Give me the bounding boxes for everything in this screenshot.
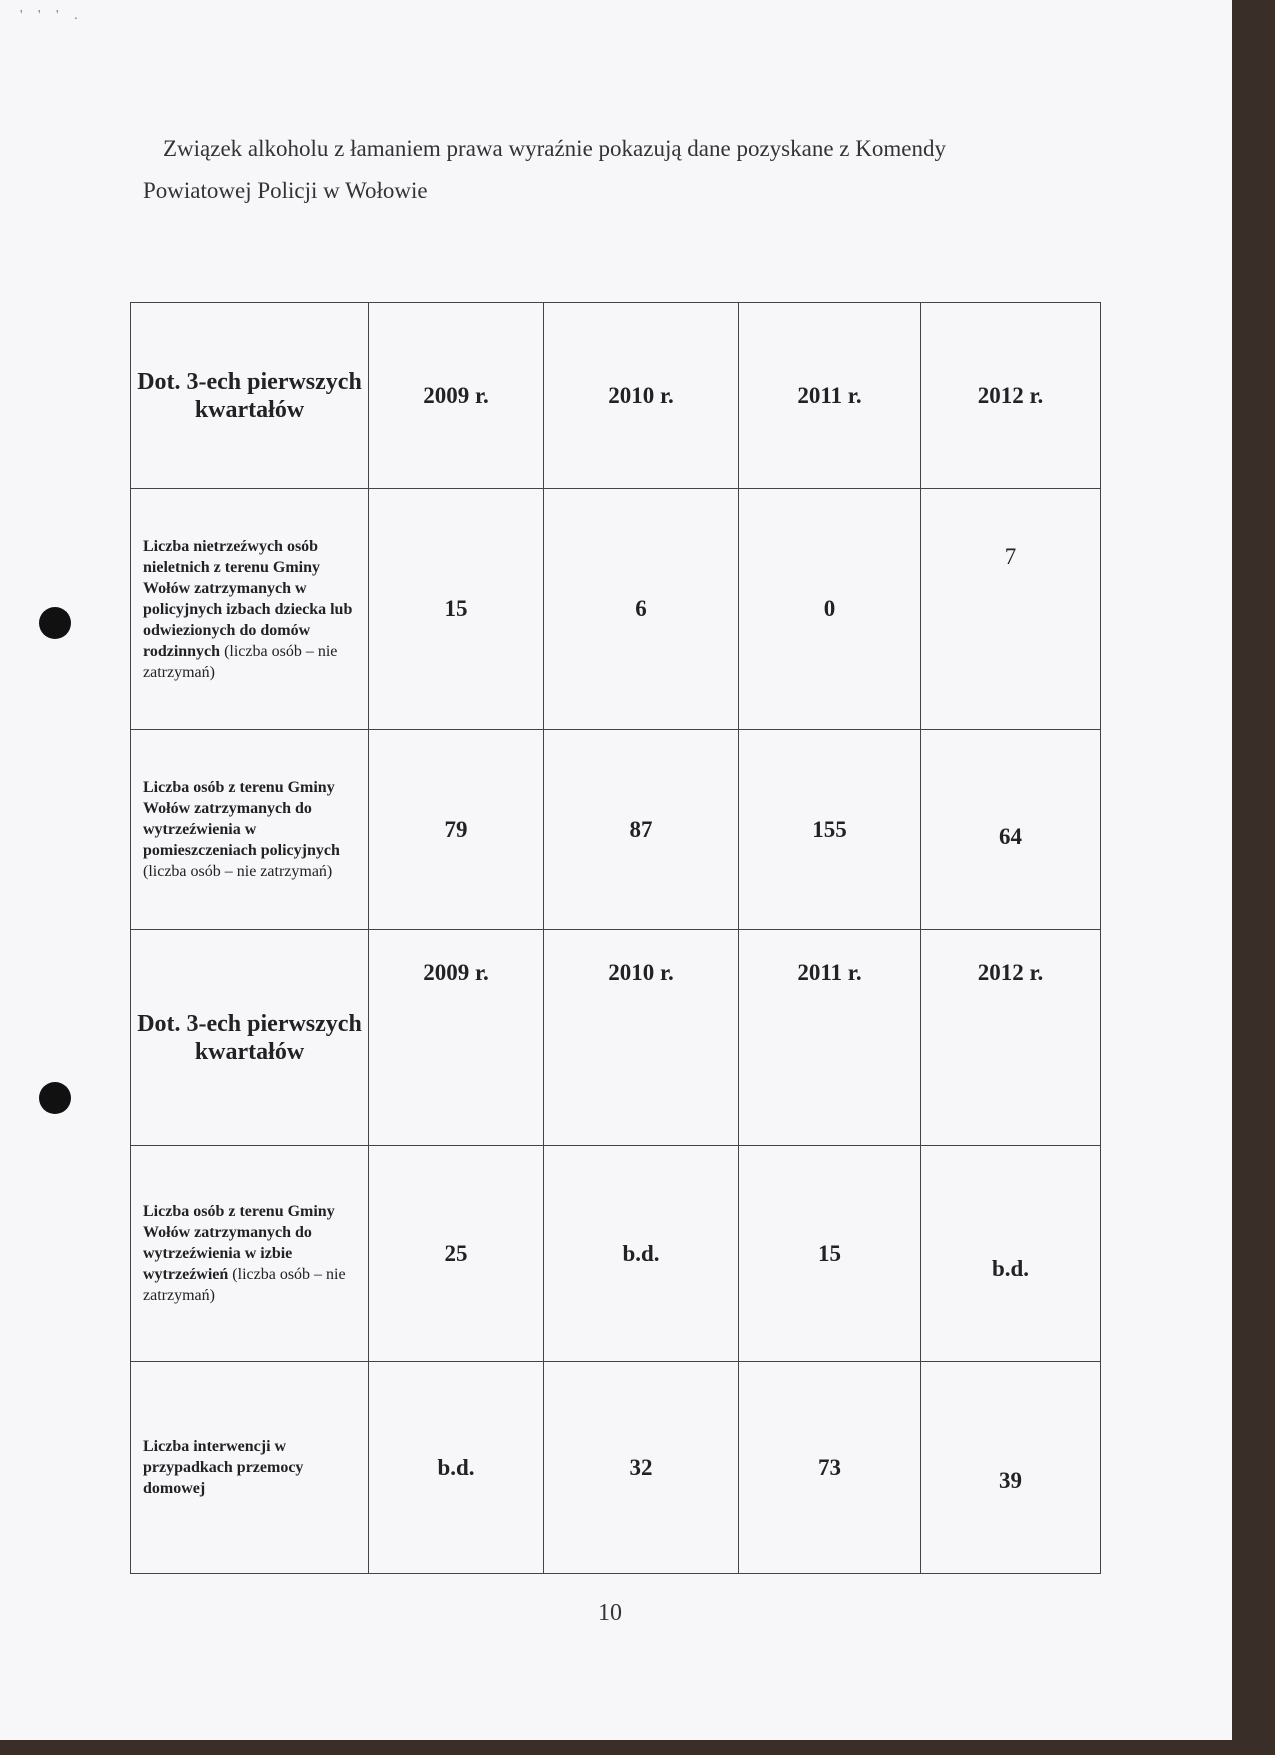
scan-specks: ' ' ' .	[20, 8, 84, 23]
header-year-2012: 2012 r.	[921, 930, 1101, 1146]
header-label: Dot. 3-ech pierwszych kwartałów	[131, 303, 369, 489]
cell-value: 7	[921, 489, 1101, 730]
statistics-table	[130, 302, 1101, 1574]
punch-hole-bottom	[39, 1082, 71, 1114]
header-year-2009: 2009 r.	[369, 303, 544, 489]
header-label: Dot. 3-ech pierwszych kwartałów	[131, 930, 369, 1146]
intro-line-1: Związek alkoholu z łamaniem prawa wyraźnie pokazują dane pozyskane z Komendy	[163, 136, 946, 161]
header-year-2012: 2012 r.	[921, 303, 1101, 489]
row-label-bold: Liczba nietrzeźwych osób nieletnich z terenu Gminy Wołów zatrzymanych w policyjnych izbach dziecka lub odwiezionych do domów rodzinnych	[143, 537, 353, 660]
scan-edge-bottom	[0, 1740, 1275, 1755]
table-row	[131, 730, 1101, 930]
row-label-bold: Liczba osób z terenu Gminy Wołów zatrzymanych do wytrzeźwienia w izbie wytrzeźwień	[143, 1203, 335, 1283]
cell-value: 32	[544, 1362, 739, 1574]
row-label	[131, 1362, 369, 1574]
table-row	[131, 489, 1101, 730]
header-year-2010: 2010 r.	[544, 930, 739, 1146]
cell-value: b.d.	[369, 1362, 544, 1574]
header-year-2010: 2010 r.	[544, 303, 739, 489]
punch-hole-top	[39, 607, 71, 639]
cell-value: 155	[739, 730, 921, 930]
row-label-note: (liczba osób – nie zatrzymań)	[143, 1266, 346, 1304]
cell-value: 6	[544, 489, 739, 730]
intro-line-2: Powiatowej Policji w Wołowie	[143, 178, 428, 203]
header-year-2009: 2009 r.	[369, 930, 544, 1146]
cell-value: 79	[369, 730, 544, 930]
row-label-note: (liczba osób – nie zatrzymań)	[143, 642, 338, 681]
cell-value: b.d.	[921, 1146, 1101, 1362]
cell-value: 39	[921, 1362, 1101, 1574]
table-row	[131, 1146, 1101, 1362]
cell-value: 73	[739, 1362, 921, 1574]
page-number: 10	[598, 1600, 622, 1626]
row-label	[131, 730, 369, 930]
table-header-row	[131, 303, 1101, 489]
row-label-bold: Liczba osób z terenu Gminy Wołów zatrzymanych do wytrzeźwienia w pomieszczeniach policyjnych	[143, 779, 340, 859]
cell-value: 15	[369, 489, 544, 730]
row-label	[131, 489, 369, 730]
header-year-2011: 2011 r.	[739, 303, 921, 489]
cell-value: 87	[544, 730, 739, 930]
table-header-row	[131, 930, 1101, 1146]
cell-value: b.d.	[544, 1146, 739, 1362]
header-year-2011: 2011 r.	[739, 930, 921, 1146]
table-row	[131, 1362, 1101, 1574]
cell-value: 25	[369, 1146, 544, 1362]
cell-value: 64	[921, 730, 1101, 930]
row-label	[131, 1146, 369, 1362]
intro-paragraph	[143, 128, 1043, 212]
row-label-bold: Liczba interwencji w przypadkach przemocy domowej	[143, 1438, 304, 1497]
scan-edge-right	[1232, 0, 1275, 1755]
cell-value: 15	[739, 1146, 921, 1362]
cell-value: 0	[739, 489, 921, 730]
row-label-note: (liczba osób – nie zatrzymań)	[143, 863, 333, 880]
